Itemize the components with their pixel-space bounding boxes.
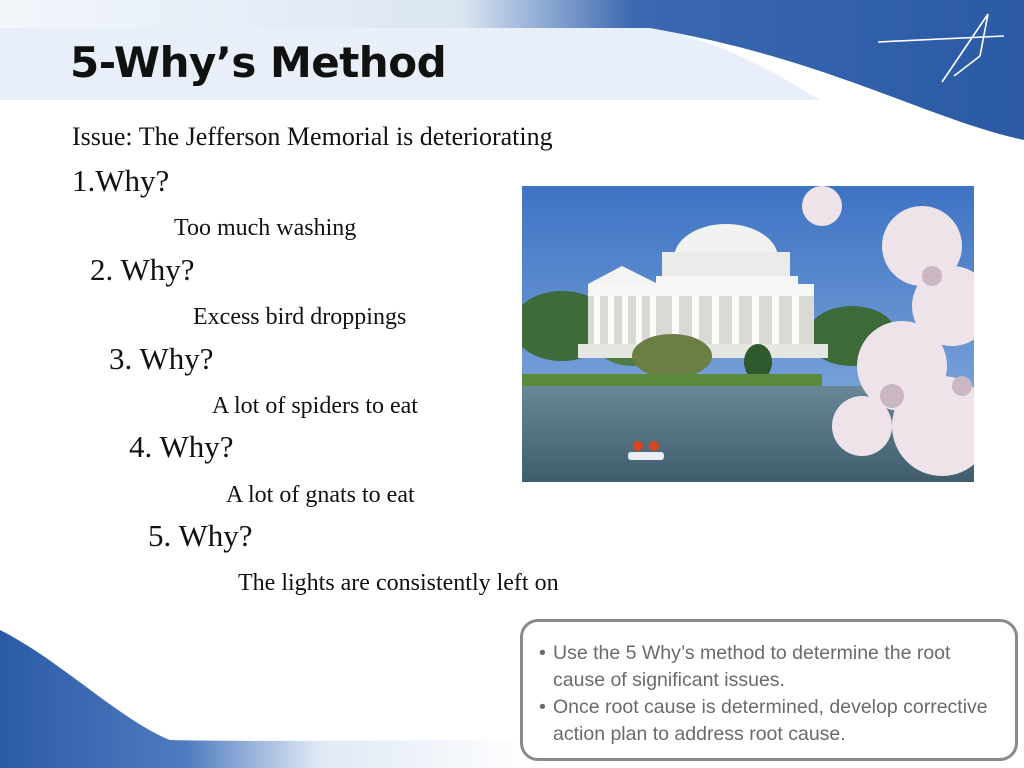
why-5-label: 5. Why? <box>148 518 253 553</box>
slide-title: 5-Why’s Method <box>70 38 447 87</box>
callout-bullet-1: • Use the 5 Why’s method to determine the root cause of significant issues. <box>539 642 951 691</box>
callout-bullet-2: • Once root cause is determined, develop corrective action plan to address root cause. <box>539 696 988 745</box>
key-points-callout <box>520 619 1018 761</box>
issue-statement: Issue: The Jefferson Memorial is deteriorating <box>72 122 553 151</box>
why-3-label: 3. Why? <box>109 341 214 376</box>
why-1-answer: Too much washing <box>174 215 357 241</box>
why-4-answer: A lot of gnats to eat <box>226 482 415 508</box>
why-1-label: 1.Why? <box>72 163 170 198</box>
why-2-answer: Excess bird droppings <box>193 304 407 330</box>
star-logo-icon <box>876 12 1008 84</box>
bullet-icon: • <box>539 642 546 664</box>
why-3-answer: A lot of spiders to eat <box>212 393 418 419</box>
bullet-icon: • <box>539 696 546 718</box>
callout-bullet-list <box>523 622 1015 748</box>
why-5-answer: The lights are consistently left on <box>238 570 559 596</box>
why-4-label: 4. Why? <box>129 429 234 464</box>
jefferson-memorial-photo <box>522 186 974 482</box>
why-2-label: 2. Why? <box>90 252 195 287</box>
